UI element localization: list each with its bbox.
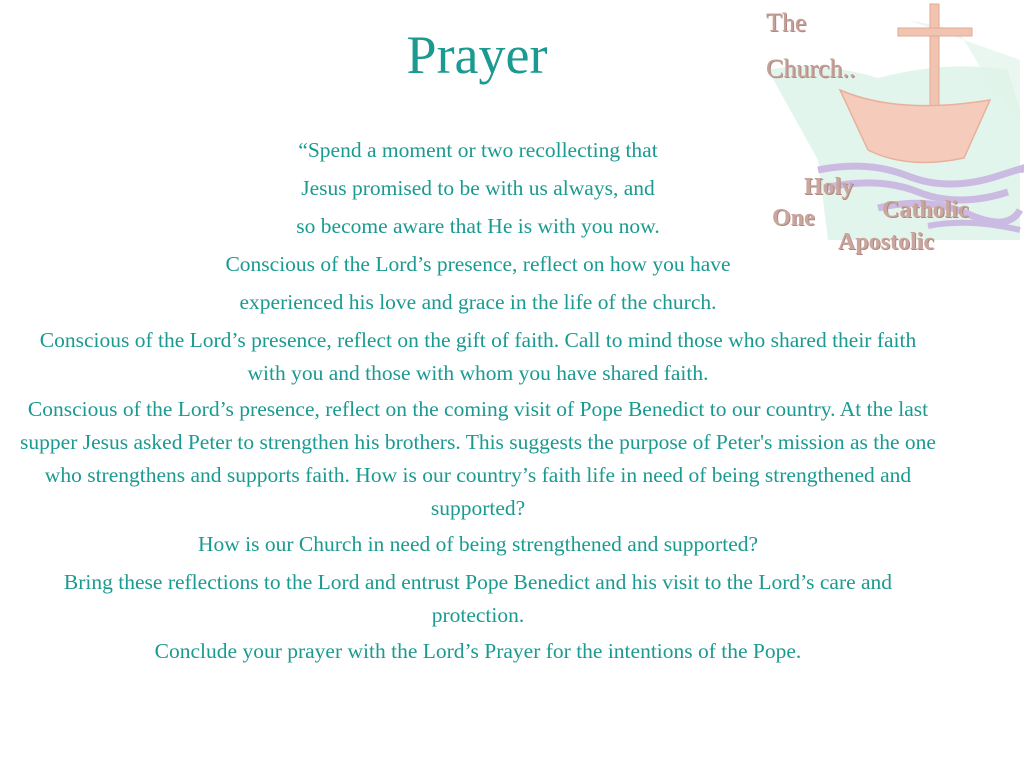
prayer-line: Jesus promised to be with us always, and: [301, 176, 655, 200]
logo-word-apostolic: Apostolic: [838, 229, 934, 255]
logo-word-catholic: Catholic: [882, 197, 969, 223]
prayer-line: so become aware that He is with you now.: [296, 214, 660, 238]
logo-word-one: One: [772, 205, 815, 231]
prayer-body: [18, 134, 938, 673]
logo-word-holy: Holy: [804, 174, 854, 200]
prayer-line: How is our Church in need of being strengthened and supported?: [197, 532, 759, 556]
prayer-paragraph: Conscious of the Lord’s presence, reflect on the gift of faith. Call to mind those who shared their faith with you and those with whom you have shared faith.: [39, 328, 917, 385]
prayer-paragraph: Bring these reflections to the Lord and entrust Pope Benedict and his visit to the Lord’s care and protection.: [63, 570, 893, 627]
prayer-line: experienced his love and grace in the life of the church.: [239, 290, 717, 314]
prayer-line: “Spend a moment or two recollecting that: [298, 138, 658, 162]
prayer-paragraph: Conscious of the Lord’s presence, reflect on the coming visit of Pope Benedict to our country. At the last supper Jesus asked Peter to strengthen his brothers. This suggests the purpose of Peter's mission as the one who strengthens and supports faith. How is our country’s faith life in need of being strengthened and supported?: [20, 397, 936, 520]
prayer-line: Conclude your prayer with the Lord’s Prayer for the intentions of the Pope.: [154, 639, 802, 663]
logo-word-the: The: [766, 8, 807, 37]
prayer-line: Conscious of the Lord’s presence, reflect on how you have: [225, 252, 731, 276]
logo-word-church: Church..: [766, 54, 856, 83]
slide-title: Prayer: [406, 25, 548, 85]
